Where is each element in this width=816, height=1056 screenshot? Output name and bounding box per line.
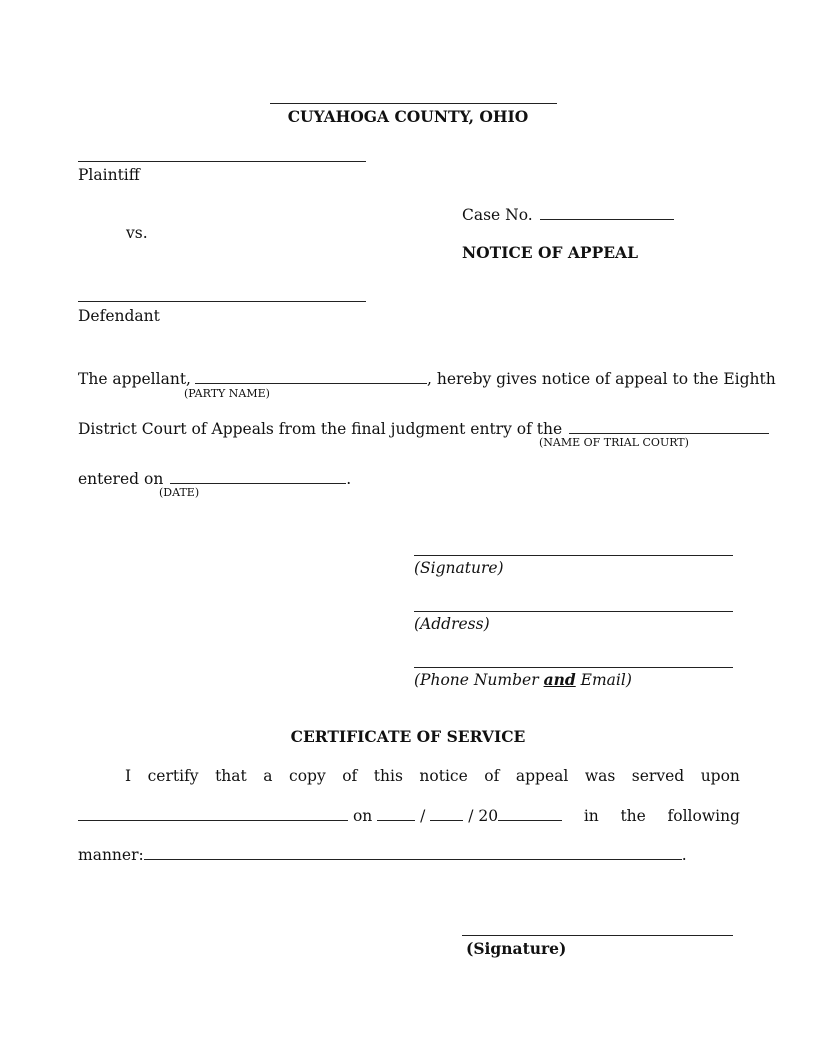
defendant-name-line[interactable] — [78, 301, 366, 302]
on-label: on — [352, 807, 373, 825]
trial-court-hint: (NAME OF TRIAL COURT) — [539, 436, 689, 449]
appellant-line — [78, 369, 776, 388]
manner-blank[interactable] — [144, 845, 682, 860]
cert-word: I — [125, 767, 132, 785]
certificate-signature-line[interactable] — [462, 935, 733, 936]
cert-word: notice — [419, 767, 468, 785]
phone-and: and — [543, 670, 576, 689]
plaintiff-name-line[interactable] — [78, 161, 366, 162]
party-name-hint: (PARTY NAME) — [184, 387, 270, 400]
date-hint: (DATE) — [159, 486, 200, 499]
cert-word: this — [373, 767, 403, 785]
day-blank[interactable] — [430, 806, 463, 821]
plaintiff-label: Plaintiff — [78, 166, 140, 184]
cert-word: copy — [289, 767, 326, 785]
date-slash-2: / 20 — [468, 807, 499, 825]
cert-word: that — [215, 767, 247, 785]
cert-word: of — [484, 767, 500, 785]
appellant-prefix: The appellant, — [78, 370, 191, 388]
case-number-field — [462, 205, 674, 224]
cert-word: certify — [147, 767, 199, 785]
phone-suffix: Email) — [580, 671, 632, 689]
trial-court-blank[interactable] — [569, 419, 769, 434]
cert-word: following — [667, 807, 740, 825]
certificate-line-1 — [125, 767, 740, 785]
cert-word: was — [584, 767, 616, 785]
defendant-label: Defendant — [78, 307, 160, 325]
manner-line — [78, 845, 687, 864]
address-line[interactable] — [414, 611, 733, 612]
date-blank[interactable] — [170, 469, 346, 484]
manner-label: manner: — [78, 846, 144, 864]
entered-on-line — [78, 469, 351, 488]
appellant-suffix: , hereby gives notice of appeal to the Eighth — [426, 370, 776, 388]
county-heading: CUYAHOGA COUNTY, OHIO — [287, 107, 529, 126]
district-text: District Court of Appeals from the final judgment entry of the — [78, 420, 563, 438]
cert-word: upon — [700, 767, 740, 785]
signature-line[interactable] — [414, 555, 733, 556]
served-upon-group — [78, 806, 562, 825]
date-slash-1: / — [420, 807, 426, 825]
entered-period: . — [346, 470, 352, 488]
document-title: NOTICE OF APPEAL — [462, 243, 638, 262]
county-line — [270, 103, 557, 104]
served-party-blank[interactable] — [78, 806, 348, 821]
manner-period: . — [681, 846, 687, 864]
month-blank[interactable] — [377, 806, 415, 821]
phone-email-label — [414, 671, 632, 689]
cert-word: of — [342, 767, 358, 785]
case-no-label: Case No. — [462, 206, 533, 224]
cert-word: a — [263, 767, 273, 785]
entered-on-label: entered on — [78, 470, 164, 488]
cert-word: in — [583, 807, 599, 825]
year-blank[interactable] — [498, 806, 562, 821]
signature-label: (Signature) — [414, 559, 504, 577]
cert-word: appeal — [515, 767, 569, 785]
party-name-blank[interactable] — [195, 369, 427, 384]
cert-word: served — [631, 767, 685, 785]
phone-email-line[interactable] — [414, 667, 733, 668]
address-label: (Address) — [414, 615, 490, 633]
case-number-blank[interactable] — [540, 205, 674, 220]
cert-word: the — [620, 807, 646, 825]
phone-prefix: (Phone Number — [414, 671, 539, 689]
certificate-signature-label: (Signature) — [466, 939, 567, 958]
vs-label: vs. — [126, 224, 148, 242]
certificate-line-2 — [78, 806, 740, 825]
certificate-title: CERTIFICATE OF SERVICE — [290, 727, 526, 746]
